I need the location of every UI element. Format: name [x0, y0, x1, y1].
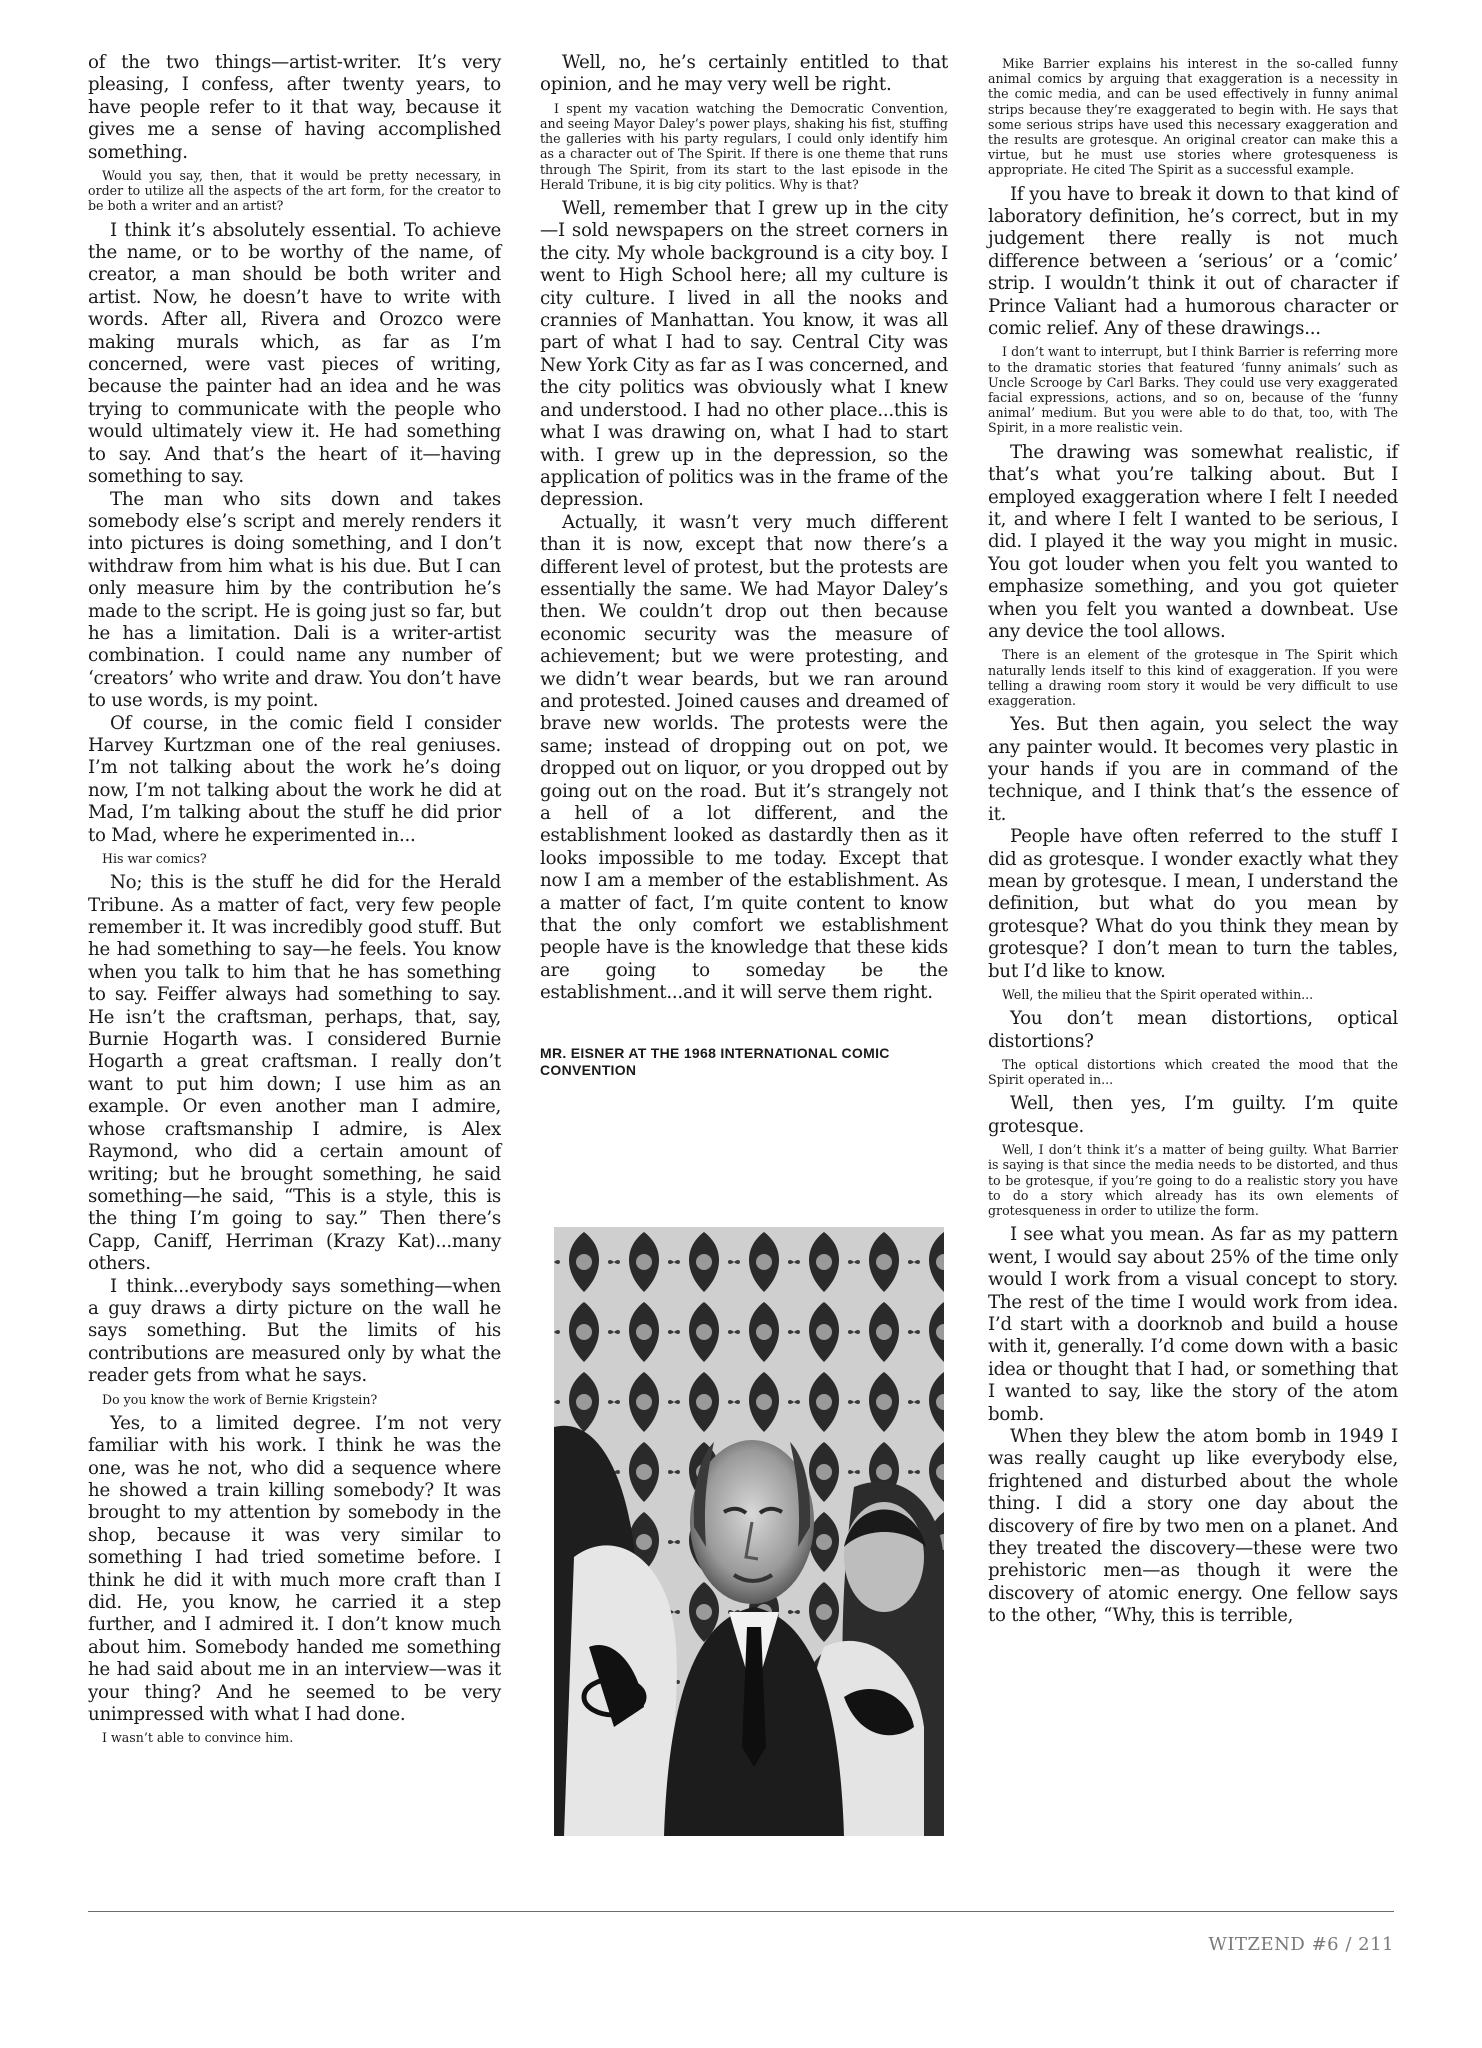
body-paragraph: No; this is the stuff he did for the Herald Tribune. As a matter of fact, very few people remember it. It was incredibly good stuff. But he had something to say—he feels. You know when you talk to him that he has something to say. Feiffer always had something to say. He isn’t the craftsman, perhaps, that, say, Burnie Hogarth was. I considered Burnie Hogarth a great craftsman. I really don’t want to put him down; I use him as an example. Or even another man I admire, whose craftsmanship I admire, is Alex Raymond, who did a certain amount of writing; but he brought something, he said something—he said, “This is a style, this is the thing I’m going to say.” Then there’s Capp, Caniff, Herriman (Krazy Kat)...many others.	[88, 872, 501, 1275]
body-paragraph: You don’t mean distortions, optical distortions?	[988, 1008, 1398, 1052]
interviewer-question: Well, the milieu that the Spirit operated within...	[1002, 987, 1314, 1003]
body-paragraph: Well, no, he’s certainly entitled to that opinion, and he may very well be right.	[540, 52, 948, 96]
body-paragraph: When they blew the atom bomb in 1949 I was really caught up like everybody else, frightened and disturbed about the whole thing. I did a story one day about the discovery of fire by two men on a planet. And they treated the discovery—these were two prehistoric men—as though it were the discovery of atomic energy. One fellow says to the other, “Why, this is terrible,	[988, 1425, 1398, 1627]
body-paragraph: Well, then yes, I’m guilty. I’m quite grotesque.	[988, 1093, 1398, 1137]
interviewer-question: I don’t want to interrupt, but I think Barrier is referring more to the dramatic stories that featured ‘funny animals’ such as Uncle Scrooge by Carl Barks. They could use very exaggerated facial expressions, actions, and so on, because of the ‘funny animal’ medium. But you were able to do that, too, with The Spirit, in a more realistic vein.	[988, 344, 1398, 436]
photo-eisner	[554, 1227, 944, 1836]
interviewer-question: I spent my vacation watching the Democratic Convention, and seeing Mayor Daley’s power plays, shaking his fist, stuffing the galleries with his party regulars, I could only identify him as a character out of The Spirit. If there is one theme that runs through The Spirit, from its start to the last episode in the Herald Tribune, it is big city politics. Why is that?	[540, 100, 948, 192]
body-paragraph: I see what you mean. As far as my pattern went, I would say about 25% of the time only would I work from a visual concept to story. The rest of the time I would work from idea. I’d start with a doorknob and build a house with it, generally. I’d come down with a basic idea or thought that I had, or something that I wanted to say, like the story of the atom bomb.	[988, 1224, 1398, 1425]
interviewer-question: Do you know the work of Bernie Krigstein?	[102, 1391, 378, 1407]
body-paragraph: Well, remember that I grew up in the city—I sold newspapers on the street corners in the city. My whole background is a city boy. I went to High School here; all my culture is city culture. I lived in all the nooks and crannies of Manhattan. You know, it was all part of what I had to say. Central City was New York City as far as I was concerned, and the city politics was obviously what I knew and understood. I had no other place...this is what I was drawing on, what I had to start with. I grew up in the depression, so the application of politics was in the frame of the depression.	[540, 198, 948, 511]
interviewer-question: I wasn’t able to convince him.	[102, 1730, 294, 1746]
body-paragraph: If you have to break it down to that kind of laboratory definition, he’s correct, but in my judgement there really is not much difference between a ‘serious’ or a ‘comic’ strip. I wouldn’t think it out of character if Prince Valiant had a humorous character or comic relief. Any of these drawings...	[988, 183, 1398, 340]
page-folio: WITZEND #6 / 211	[1208, 1934, 1394, 1955]
interviewer-question: Would you say, then, that it would be pretty necessary, in order to utilize all the aspects of the art form, for the creator to be both a writer and an artist?	[88, 168, 501, 214]
body-paragraph: of the two things—artist-writer. It’s very pleasing, I confess, after twenty years, to have people refer to it that way, because it gives me a sense of having accomplished something.	[88, 52, 501, 163]
column-1	[88, 52, 501, 1752]
interviewer-question: There is an element of the grotesque in The Spirit which naturally lends itself to this kind of exaggeration. If you were telling a drawing room story it would be very difficult to use exaggeration.	[988, 647, 1398, 708]
interviewer-question: Well, I don’t think it’s a matter of being guilty. What Barrier is saying is that since the media needs to be distorted, and thus to be grotesque, if you’re going to do a realistic story you have to do a story which already has its own elements of grotesqueness in order to utilize the form.	[988, 1142, 1398, 1219]
body-paragraph: Actually, it wasn’t very much different than it is now, except that now there’s a different level of protest, but the protests are essentially the same. We had Mayor Daley’s then. We couldn’t drop out then because economic security was the measure of achievement; but we were protesting, and we didn’t wear beards, but we ran around and protested. Joined causes and dreamed of brave new worlds. The protests were the same; instead of dropping out on pot, we dropped out on liquor, or you dropped out by going out on the road. But it’s strangely not a hell of a lot different, and the establishment looked as dastardly then as it looks impossible to me today. Except that now I am a member of the establishment. As a matter of fact, I’m quite content to know that the only comfort we establishment people have is the knowledge that these kids are going to someday be the establishment...and it will serve them right.	[540, 511, 948, 1004]
body-paragraph: I think it’s absolutely essential. To achieve the name, or to be worthy of the name, of creator, a man should be both writer and artist. Now, he doesn’t have to write with words. After all, Rivera and Orozco were making murals which, as far as I’m concerned, were vast pieces of writing, because the painter had an idea and he was trying to communicate with the people who would ultimately view it. He had something to say. And that’s the heart of it—having something to say.	[88, 219, 501, 488]
column-2	[540, 52, 948, 1079]
body-paragraph: Yes. But then again, you select the way any painter would. It becomes very plastic in your hands if you are in command of the technique, and I think that’s the essence of it.	[988, 714, 1398, 825]
column-3	[988, 52, 1398, 1628]
body-paragraph: People have often referred to the stuff I did as grotesque. I wonder exactly what they mean by grotesque. I mean, I understand the definition, but what do you mean by grotesque? What do you think they mean by grotesque? I don’t mean to turn the tables, but I’d like to know.	[988, 826, 1398, 982]
body-paragraph: Of course, in the comic field I consider Harvey Kurtzman one of the real geniuses. I’m not talking about the work he’s doing now, I’m not talking about the work he did at Mad, I’m talking about the stuff he did prior to Mad, where he experimented in...	[88, 712, 501, 846]
footer-rule	[88, 1911, 1394, 1912]
interviewer-question: His war comics?	[102, 851, 207, 867]
interviewer-question: Mike Barrier explains his interest in the so-called funny animal comics by arguing that exaggeration is a necessity in the comic media, and can be used effectively in funny animal strips because they’re exaggerated to begin with. He says that some serious strips have used this necessary exaggeration and the results are grotesque. An original creator can make this a virtue, but he must use stories where grotesqueness is appropriate. He cited The Spirit as a successful example.	[988, 56, 1398, 178]
body-paragraph: Yes, to a limited degree. I’m not very familiar with his work. I think he was the one, was he not, who did a sequence where he showed a train killing somebody? It was brought to my attention by somebody in the shop, because it was very similar to something I had tried sometime before. I think he did it with much more craft than I did. He, you know, he carried it a step further, and I admired it. I don’t know much about him. Somebody handed me something he had said about me in an interview—was it your thing? And he seemed to be very unimpressed with what I had done.	[88, 1412, 501, 1726]
interviewer-question: The optical distortions which created the mood that the Spirit operated in...	[988, 1057, 1398, 1088]
body-paragraph: The drawing was somewhat realistic, if that’s what you’re talking about. But I employed exaggeration where I felt I needed it, and where I felt I wanted to be serious, I did. I played it the way you might in music. You got louder when you felt you wanted to emphasize something, and you got quieter when you felt you wanted a downbeat. Use any device the tool allows.	[988, 441, 1398, 642]
body-paragraph: The man who sits down and takes somebody else’s script and merely renders it into pictures is doing something, and I don’t withdraw from him what is his due. But I can only measure him by the contribution he’s made to the script. He is going just so far, but he has a limitation. Dali is a writer-artist combination. I could name any number of ‘creators’ who write and draw. You don’t have to use words, is my point.	[88, 488, 501, 712]
body-paragraph: I think...everybody says something—when a guy draws a dirty picture on the wall he says something. But the limits of his contributions are measured only by what the reader gets from what he says.	[88, 1275, 501, 1387]
photo-caption: MR. EISNER AT THE 1968 INTERNATIONAL COMIC CONVENTION	[540, 1044, 890, 1078]
